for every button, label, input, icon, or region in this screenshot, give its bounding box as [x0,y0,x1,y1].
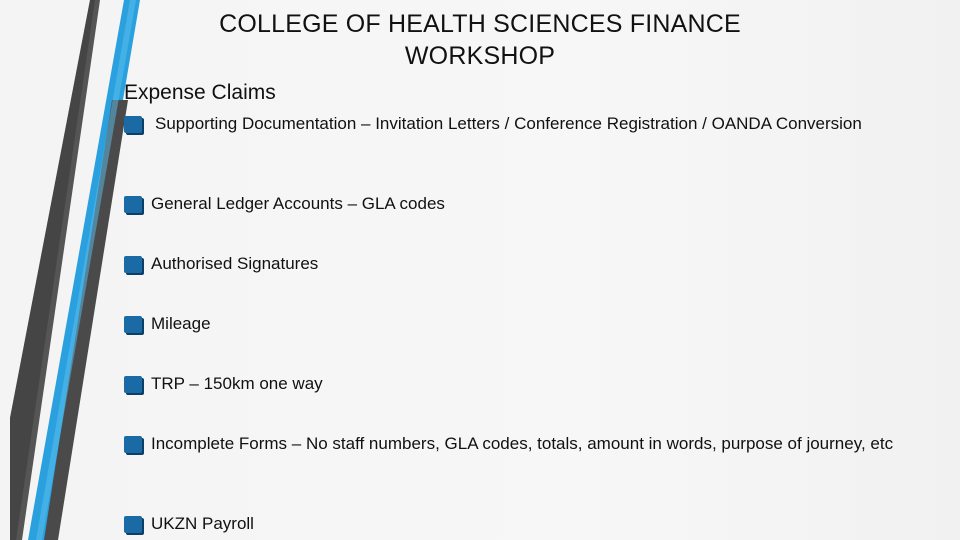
slide-title: COLLEGE OF HEALTH SCIENCES FINANCE WORKSHOP [219,10,741,70]
bullet-item-mileage [124,314,914,334]
square-bullet-icon [124,116,142,133]
bullet-item-general-ledger [124,194,914,214]
dark-gray-stripe [44,100,128,540]
left-stripe-decoration [0,0,140,540]
square-bullet-icon [124,436,142,453]
bullet-text: Authorised Signatures [151,254,319,273]
bullet-text: UKZN Payroll [151,514,254,533]
square-bullet-icon [124,256,142,273]
bullet-item-ukzn-payroll [124,514,914,534]
bullet-text: TRP – 150km one way [151,374,323,393]
square-bullet-icon [124,316,142,333]
square-bullet-icon [124,516,142,533]
slide-subtitle: Expense Claims [124,81,276,104]
bullet-text: General Ledger Accounts – GLA codes [151,194,445,213]
bullet-text: Incomplete Forms – No staff numbers, GLA codes, totals, amount in words, purpose of journey, etc [151,434,894,453]
bullet-item-trp [124,374,914,394]
bullet-text: Supporting Documentation – Invitation Letters / Conference Registration / OANDA Conversion [155,114,862,133]
bullet-item-authorised-signatures [124,254,914,274]
bullet-item-supporting-documentation [124,114,914,134]
square-bullet-icon [124,376,142,393]
bullet-item-incomplete-forms [124,434,914,454]
square-bullet-icon [124,196,142,213]
bullet-text: Mileage [151,314,211,333]
